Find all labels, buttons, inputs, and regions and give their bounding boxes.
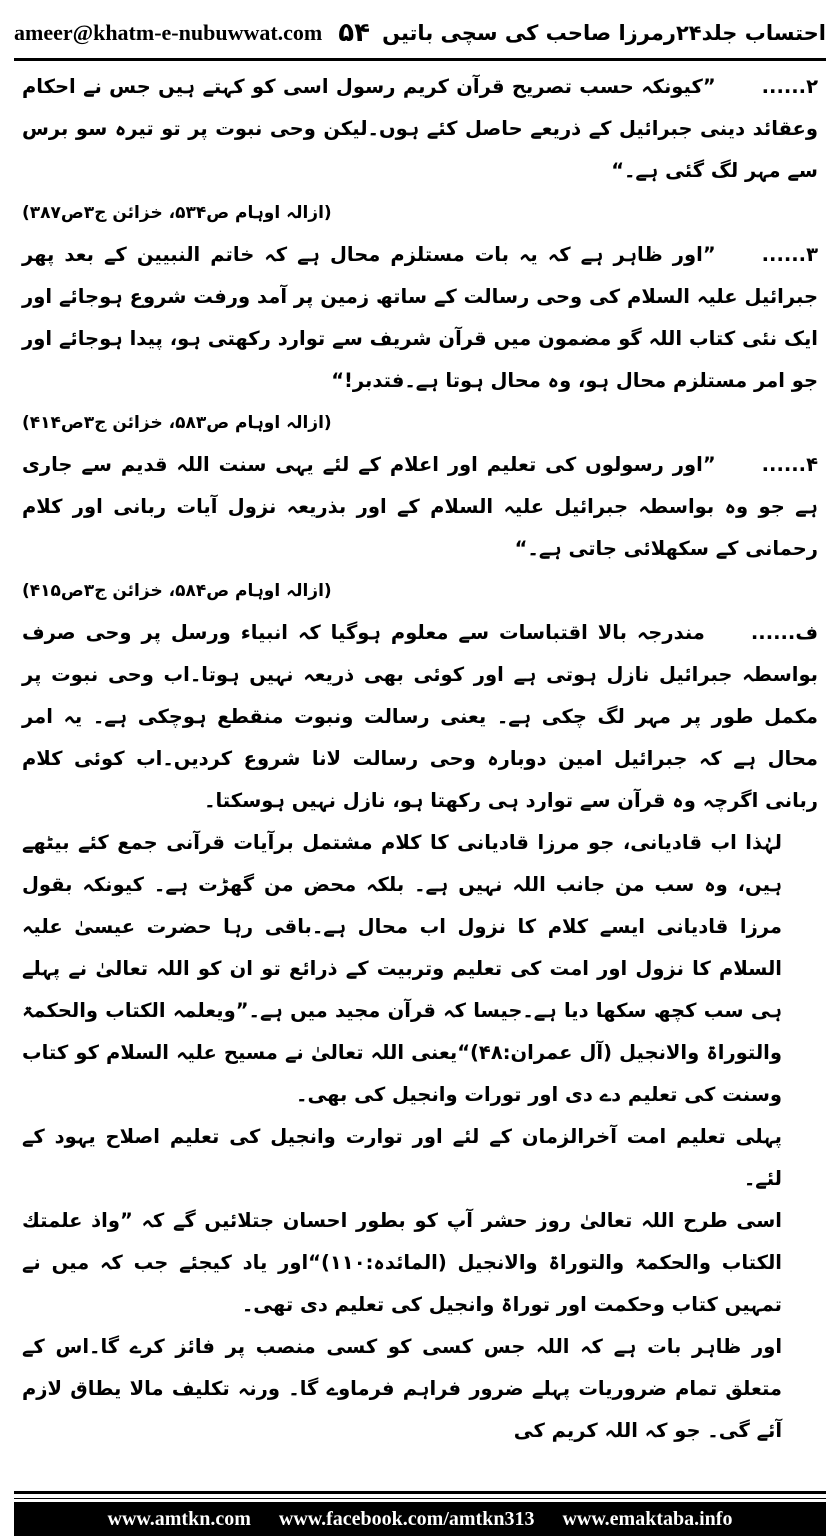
- footer-link[interactable]: www.facebook.com/amtkn313: [278, 1507, 535, 1530]
- header-left: [14, 18, 370, 48]
- footer-link[interactable]: www.amtkn.com: [107, 1507, 251, 1530]
- quote-number: ۲......: [761, 75, 818, 98]
- quote-number: ۳......: [761, 243, 818, 266]
- quote-reference: (ازالہ اوہام ص۵۳۴، خزائن ج۳ص۳۸۷): [22, 203, 332, 223]
- quote-text: ”اور رسولوں کی تعلیم اور اعلام کے لئے یہی سنت اللہ قدیم سے جاری ہے جو وہ بواسطہ جبرائیل علیہ السلام کے اور بذریعہ نزول آیات ربانی اور کلام رحمانی کے سکھلائی جاتی ہے۔“: [22, 453, 818, 560]
- quote-reference: (ازالہ اوہام ص۵۸۳، خزائن ج۳ص۴۱۴): [22, 413, 332, 433]
- footer-link[interactable]: www.emaktaba.info: [562, 1507, 733, 1530]
- paragraph: لہٰذا اب قادیانی، جو مرزا قادیانی کا کلام مشتمل برآیات قرآنی جمع کئے بیٹھے ہیں، وہ سب من جانب اللہ نہیں ہے۔ بلکہ محض من گھڑت ہے۔ کیونکہ بقول مرزا قادیانی ایسے کلام کا نزول اب محال ہے۔باقی رہا حضرت عیسیٰ علیہ السلام کا نزول اور امت کی تعلیم وتربیت کے ذرائع تو ان کو اللہ تعالیٰ نے پہلے ہی سب کچھ سکھا دیا ہے۔جیسا کہ قرآن مجید میں ہے۔”ویعلمہ الکتاب والحکمۃ والتوراۃ والانجیل (آل عمران:۴۸)“یعنی اللہ تعالیٰ نے مسیح علیہ السلام کو کتاب وسنت کی تعلیم دے دی اور تورات وانجیل کی بھی۔: [22, 831, 782, 1106]
- quote-3: [22, 234, 818, 402]
- quote-text: ”کیونکہ حسب تصریح قرآن کریم رسول اسی کو کہتے ہیں جس نے احکام وعقائد دینی جبرائیل کے ذریعے حاصل کئے ہوں۔لیکن وحی نبوت پر تو تیرہ سو برس سے مہر لگ گئی ہے۔“: [22, 75, 818, 182]
- commentary: [22, 612, 818, 822]
- commentary-text: مندرجہ بالا اقتباسات سے معلوم ہوگیا کہ انبیاء ورسل پر وحی صرف بواسطہ جبرائیل نازل ہوتی ہے اور کوئی بھی ذریعہ نہیں ہوتا۔اب وحی نبوت پر مکمل طور پر مہر لگ چکی ہے۔ یعنی رسالت ونبوت منقطع ہوچکی ہے۔ یہ امر محال ہے کہ جبرائیل امین دوبارہ وحی رسالت لانا شروع کردیں۔اب کوئی کلام ربانی اگرچہ وہ قرآن سے توارد ہی رکھتا ہو، نازل نہیں ہوسکتا۔: [22, 621, 818, 812]
- page-footer: [14, 1502, 826, 1536]
- quote-4: [22, 444, 818, 570]
- quote-2: [22, 66, 818, 192]
- page-number: ۵۴: [338, 18, 371, 48]
- paragraph: اسی طرح اللہ تعالیٰ روز حشر آپ کو بطور احسان جتلائیں گے کہ ”واذ علمتك الکتاب والحکمۃ والتوراۃ والانجیل (المائدہ:۱۱۰)“اور یاد کیجئے جب کہ میں نے تمہیں کتاب وحکمت اور توراۃ وانجیل کی تعلیم دی تھی۔: [22, 1209, 782, 1316]
- header-rule: [14, 58, 826, 61]
- footer-rule-thick: [14, 1491, 826, 1494]
- page-body: [22, 66, 818, 1466]
- quote-reference: (ازالہ اوہام ص۵۸۴، خزائن ج۳ص۴۱۵): [22, 581, 332, 601]
- paragraph: پہلی تعلیم امت آخرالزمان کے لئے اور توارت وانجیل کی تعلیم اصلاح یہود کے لئے۔: [22, 1125, 782, 1190]
- commentary-label: ف......: [750, 621, 818, 644]
- quote-text: ”اور ظاہر ہے کہ یہ بات مستلزم محال ہے کہ خاتم النبیین کے بعد پھر جبرائیل علیہ السلام کی وحی رسالت کے ساتھ زمین پر آمد ورفت شروع ہوجائے اور ایک نئی کتاب اللہ گو مضمون میں قرآن شریف سے توارد رکھتی ہو، پیدا ہوجائے اور جو امر مستلزم محال ہو، وہ محال ہوتا ہے۔فتدبر!“: [22, 243, 818, 392]
- header-email: ameer@khatm-e-nubuwwat.com: [14, 20, 323, 45]
- footer-rule-thin: [14, 1498, 826, 1499]
- paragraph: اور ظاہر بات ہے کہ اللہ جس کسی کو کسی منصب پر فائز کرے گا۔اس کے متعلق تمام ضروریات پہلے ضرور فراہم فرماوے گا۔ ورنہ تکلیف مالا یطاق لازم آئے گی۔ جو کہ اللہ کریم کی: [22, 1335, 782, 1442]
- running-title: احتساب جلد۲۴رمرزا صاحب کی سچی باتیں: [382, 21, 826, 45]
- quote-number: ۴......: [761, 453, 818, 476]
- page-header: [14, 12, 826, 54]
